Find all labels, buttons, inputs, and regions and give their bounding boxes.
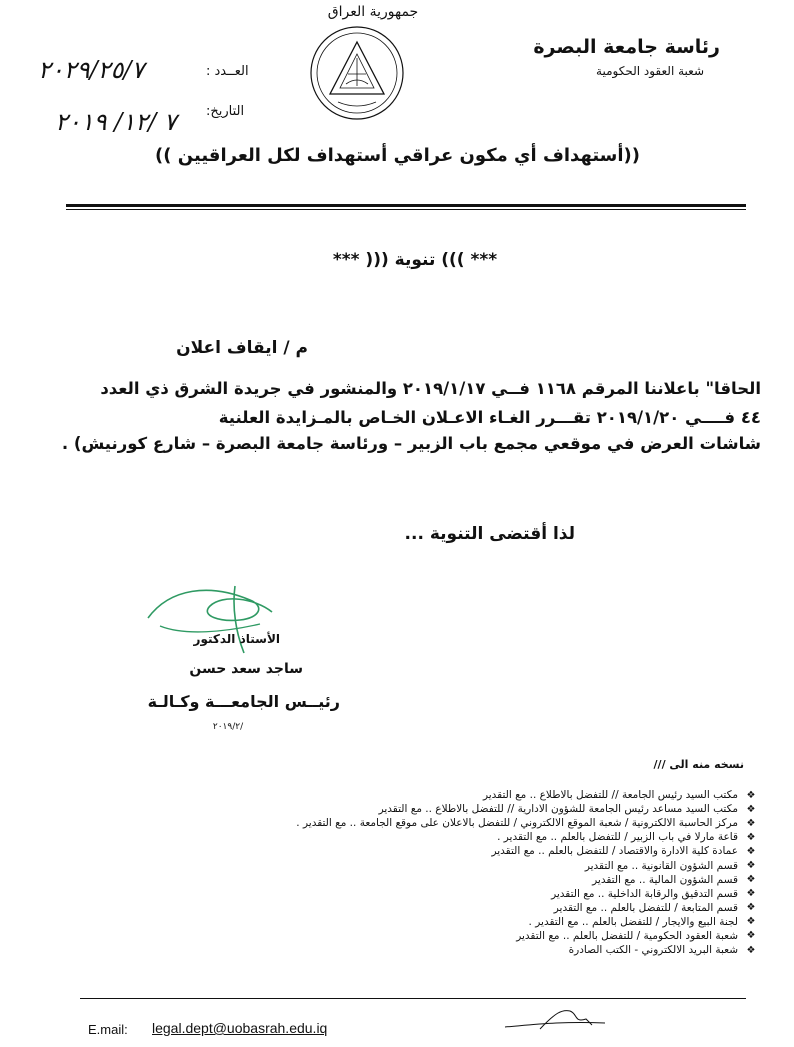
list-item-text: لجنة البيع والايجار / للتفضل بالعلم .. مع التقدير .	[528, 915, 738, 928]
diamond-bullet-icon: ❖	[746, 831, 756, 843]
body-line: شاشات العرض في موقعي مجمع باب الزبير – ورئاسة جامعة البصرة – شارع كورنيش) .	[61, 434, 761, 453]
list-item	[296, 858, 758, 872]
subject-line: م / ايقاف اعلان	[176, 338, 308, 358]
list-item-text: قسم المتابعة / للتفضل بالعلم .. مع التقدير	[553, 901, 738, 914]
body-line: ٤٤ فــــي ٢٠١٩/١/٢٠ تقـــرر الغـاء الاعـلان الخـاص بالمـزايدة العلنية	[218, 408, 761, 427]
diamond-bullet-icon: ❖	[746, 817, 756, 829]
diamond-bullet-icon: ❖	[746, 789, 756, 801]
handwritten-signature	[140, 578, 280, 658]
email-label: E.mail:	[88, 1022, 128, 1037]
list-item	[296, 873, 758, 887]
copies-list	[296, 788, 758, 957]
diamond-bullet-icon: ❖	[746, 930, 756, 942]
list-item	[296, 887, 758, 901]
list-item	[296, 915, 758, 929]
list-item	[296, 844, 758, 858]
signature-date: ٢٠١٩/٢/	[212, 722, 244, 732]
diamond-bullet-icon: ❖	[746, 845, 756, 857]
diamond-bullet-icon: ❖	[746, 888, 756, 900]
number-value: ٢٠٢٩/٢٥/٧	[38, 56, 145, 84]
list-item-text: قسم الشؤون القانونية .. مع التقدير	[584, 859, 738, 872]
footer-divider	[80, 998, 746, 999]
list-item-text: قسم الشؤون المالية .. مع التقدير	[592, 873, 738, 886]
list-item-text: شعبة العقود الحكومية / للتفضل بالعلم .. مع التقدير	[516, 929, 738, 942]
list-item	[296, 830, 758, 844]
date-label: التاريخ:	[206, 104, 245, 119]
signatory-name: ساجد سعد حسن	[189, 661, 303, 677]
list-item-text: شعبة البريد الالكتروني - الكتب الصادرة	[568, 944, 738, 957]
closing-line: لذا أقتضى التنوية ...	[404, 524, 575, 544]
diamond-bullet-icon: ❖	[746, 916, 756, 928]
list-item-text: مكتب السيد مساعد رئيس الجامعة للشؤون الادارية // للتفضل بالاطلاع .. مع التقدير	[378, 803, 738, 816]
email-link[interactable]: legal.dept@uobasrah.edu.iq	[152, 1020, 328, 1036]
university-name: رئاسة جامعة البصرة	[533, 36, 720, 58]
republic-heading: جمهورية العراق	[327, 4, 419, 20]
header-divider	[66, 204, 746, 207]
list-item-text: عمادة كلية الادارة والاقتصاد / للتفضل بالعلم .. مع التقدير	[491, 845, 738, 858]
diamond-bullet-icon: ❖	[746, 902, 756, 914]
signatory-role: رئيــس الجامعـــة وكـالـة	[147, 692, 340, 711]
body-line: الحاقا" باعلاننا المرقم ١١٦٨ فــي ٢٠١٩/١/١٧ والمنشور في جريدة الشرق ذي العدد	[100, 379, 761, 398]
diamond-bullet-icon: ❖	[746, 803, 756, 815]
list-item	[296, 816, 758, 830]
copies-heading: نسخه منه الى ///	[653, 758, 744, 771]
number-label: العــدد :	[206, 64, 249, 79]
initials-signature	[500, 1005, 610, 1035]
list-item-text: قسم التدقيق والرقابة الداخلية .. مع التقدير	[551, 887, 738, 900]
header-divider-thin	[66, 209, 746, 210]
list-item	[296, 901, 758, 915]
diamond-bullet-icon: ❖	[746, 944, 756, 956]
diamond-bullet-icon: ❖	[746, 860, 756, 872]
list-item	[296, 802, 758, 816]
list-item-text: مكتب السيد رئيس الجامعة // للتفضل بالاطلاع .. مع التقدير	[482, 789, 738, 802]
section-name: شعبة العقود الحكومية	[596, 64, 704, 78]
list-item	[296, 788, 758, 802]
date-value: ٧ /١٢/ ٢٠١٩	[55, 108, 177, 136]
list-item	[296, 929, 758, 943]
list-item	[296, 943, 758, 957]
university-seal	[308, 24, 406, 122]
slogan: ((أستهداف أي مكون عراقي أستهداف لكل العراقيين ))	[155, 145, 640, 166]
notice-title: *** ))) تنوية ((( ***	[332, 250, 498, 270]
signatory-title: الأستاذ الدكتور	[193, 632, 280, 646]
diamond-bullet-icon: ❖	[746, 874, 756, 886]
list-item-text: مركز الحاسبة الالكترونية / شعبة الموقع الالكتروني / للتفضل بالاعلان على موقع الجامعة .. مع التقدير .	[296, 817, 738, 830]
list-item-text: قاعة مارلا في باب الزبير / للتفضل بالعلم .. مع التقدير .	[497, 831, 738, 844]
